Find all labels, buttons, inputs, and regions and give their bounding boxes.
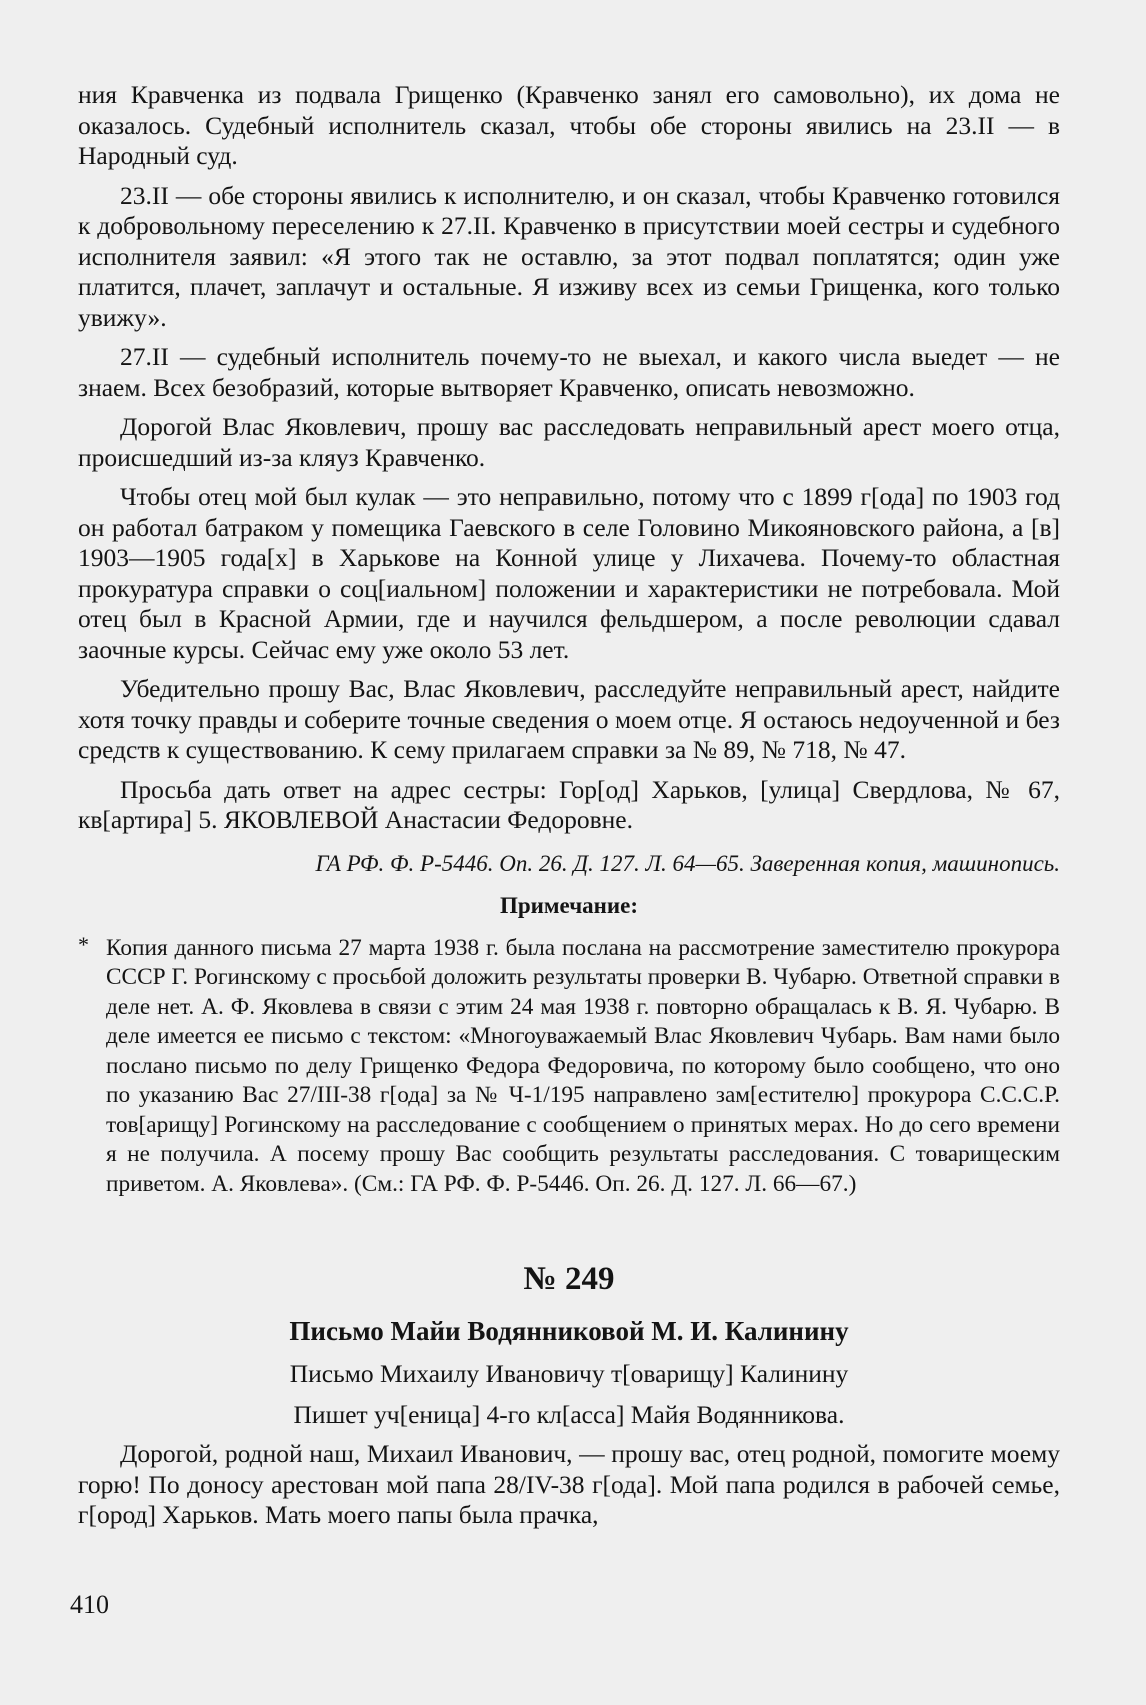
note-title: Примечание: <box>499 892 639 918</box>
paragraph-feb-27: 27.II — судебный исполнитель почему-то не выехал, и какого числа выедет — не знаем. Всех безобразий, которые вытворяет Кравченко, описать невозможно. <box>78 342 1060 402</box>
document-number: № 249 <box>523 1261 615 1297</box>
paragraph-address: Просьба дать ответ на адрес сестры: Гор[од] Харьков, [улица] Свердлова, № 67, кв[артира] 5. ЯКОВЛЕВОЙ Анастасии Федоровне. <box>78 774 1060 834</box>
footnote-marker: * <box>78 931 89 957</box>
archive-source: ГА РФ. Ф. Р-5446. Оп. 26. Д. 127. Л. 64—65. Заверенная копия, машинопись. <box>315 850 1060 876</box>
page-number: 410 <box>70 1590 109 1619</box>
paragraph-father-biography: Чтобы отец мой был кулак — это неправильно, потому что с 1899 г[ода] по 1903 год он работал батраком у помещика Гаевского в селе Головино Микояновского района, а [в] 1903—1905 года[х] в Харькове на Конной улице у Лихачева. Почему-то областная прокуратура справки о соц[иальном] положении и характеристики не потребовала. Мой отец был в Красной Армии, где и научился фельдшером, а после революции сдавал заочные курсы. Сейчас ему уже около 53 лет. <box>78 482 1060 664</box>
paragraph-continuation: ния Кравченка из подвала Грищенко (Кравченко занял его самовольно), их дома не оказалось. Судебный исполнитель сказал, чтобы обе стороны явились на 23.II — в Народный суд. <box>78 80 1060 170</box>
document-author: Пишет уч[еница] 4-го кл[асса] Майя Водянникова. <box>293 1400 845 1429</box>
footnote-text: Копия данного письма 27 марта 1938 г. была послана на рассмотрение заместителю прокурора СССР Г. Рогинскому с просьбой доложить результаты проверки В. Чубарю. Ответной справки в деле нет. А. Ф. Яковлева в связи с этим 24 мая 1938 г. повторно обращалась к В. Я. Чубарю. В деле имеется ее письмо с текстом: «Многоуважаемый Влас Яковлевич Чубарь. Вам нами было послано письмо по делу Грищенко Федора Федоровича, по которому было сообщено, что оно по указанию Вас 27/III-38 г[ода] за № Ч-1/195 направлено зам[естителю] прокурора С.С.С.Р. тов[арищу] Рогинскому на расследование с сообщением о принятых мерах. Но до сего времени я не получила. А посему прошу Вас сообщить результаты расследования. С товарищеским приветом. А. Яковлева». (См.: ГА РФ. Ф. Р-5446. Оп. 26. Д. 127. Л. 66—67.) <box>106 934 1060 1197</box>
document-subtitle: Письмо Михаилу Ивановичу т[оварищу] Калинину <box>289 1359 849 1388</box>
text-column <box>78 80 1060 1531</box>
paragraph-plea: Убедительно прошу Вас, Влас Яковлевич, расследуйте неправильный арест, найдите хотя точку правды и соберите точные сведения о моем отце. Я остаюсь недоученной и без средств к существованию. К сему прилагаем справки за № 89, № 718, № 47. <box>78 674 1060 764</box>
paragraph-request: Дорогой Влас Яковлевич, прошу вас расследовать неправильный арест моего отца, происшедший из-за кляуз Кравченко. <box>78 412 1060 472</box>
document-opening-paragraph: Дорогой, родной наш, Михаил Иванович, — прошу вас, отец родной, помогите моему горю! По доносу арестован мой папа 28/IV-38 г[ода]. Мой папа родился в рабочей семье, г[ород] Харьков. Мать моего папы была прачка, <box>78 1439 1060 1529</box>
footnote <box>78 931 1060 1200</box>
paragraph-feb-23: 23.II — обе стороны явились к исполнителю, и он сказал, чтобы Кравченко готовился к добровольному переселению к 27.II. Кравченко в присутствии моей сестры и судебного исполнителя заявил: «Я этого так не оставлю, за этот подвал поплатятся; один уже платится, плачет, заплачут и остальные. Я изживу всех из семьи Грищенка, кого только увижу». <box>78 180 1060 332</box>
document-title: Письмо Майи Водянниковой М. И. Калинину <box>289 1316 849 1346</box>
